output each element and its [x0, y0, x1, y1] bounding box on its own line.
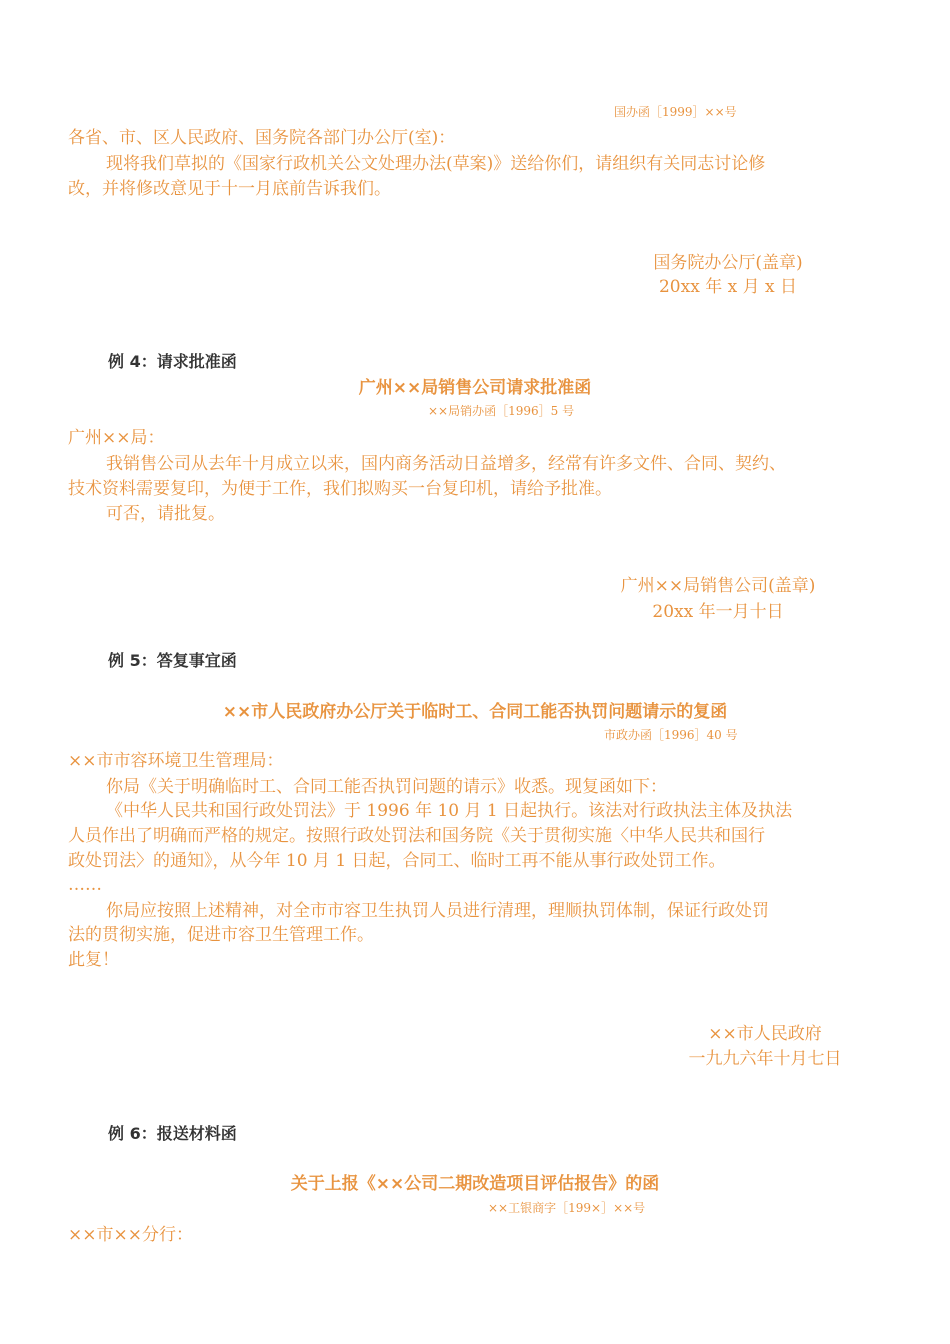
- letter-title: 广州××局销售公司请求批准函: [358, 378, 592, 398]
- signature-org: 国务院办公厅(盖章): [653, 253, 803, 273]
- letter-title: ××市人民政府办公厅关于临时工、合同工能否执罚问题请示的复函: [222, 702, 728, 722]
- recipient-line: 各省、市、区人民政府、国务院各部门办公厅(室)：: [68, 128, 456, 148]
- body-line: 人员作出了明确而严格的规定。按照行政处罚法和国务院《关于贯彻实施〈中华人民共和国行: [68, 826, 765, 846]
- body-line: 你局《关于明确临时工、合同工能否执罚问题的请示》收悉。现复函如下：: [106, 777, 667, 797]
- closing-line: 此复！: [68, 950, 119, 970]
- example-label: 例 6：报送材料函: [108, 1124, 237, 1143]
- body-line: 政处罚法〉的通知》，从今年 10 月 1 日起，合同工、临时工再不能从事行政处罚工作。: [68, 851, 726, 871]
- doc-number: ××局销办函［1996］5 号: [428, 404, 575, 418]
- signature-org: 广州××局销售公司(盖章): [620, 576, 816, 596]
- body-line: 我销售公司从去年十月成立以来，国内商务活动日益增多，经常有许多文件、合同、契约、: [106, 454, 786, 474]
- letter-title: 关于上报《××公司二期改造项目评估报告》的函: [290, 1174, 660, 1194]
- recipient-line: 广州××局：: [68, 428, 165, 448]
- body-line: 法的贯彻实施，促进市容卫生管理工作。: [68, 925, 374, 945]
- signature-date: 一九九六年十月七日: [688, 1049, 842, 1069]
- body-line: 改，并将修改意见于十一月底前告诉我们。: [68, 179, 391, 199]
- example-label: 例 4：请求批准函: [108, 352, 237, 371]
- recipient-line: ××市市容环境卫生管理局：: [68, 751, 284, 771]
- signature-date: 20xx 年 x 月 x 日: [658, 277, 797, 297]
- body-line: 《中华人民共和国行政处罚法》于 1996 年 10 月 1 日起执行。该法对行政执法主体及执法: [106, 801, 793, 821]
- recipient-line: ××市××分行：: [68, 1225, 193, 1245]
- body-line: 可否，请批复。: [106, 504, 225, 524]
- signature-date: 20xx 年一月十日: [652, 602, 784, 622]
- ellipsis-line: ……: [68, 875, 102, 895]
- signature-org: ××市人民政府: [708, 1024, 822, 1044]
- doc-number: 市政办函［1996］40 号: [604, 728, 738, 742]
- example-label: 例 5：答复事宜函: [108, 651, 237, 670]
- doc-number: 国办函［1999］××号: [614, 105, 737, 119]
- body-line: 技术资料需要复印，为便于工作，我们拟购买一台复印机，请给予批准。: [68, 479, 612, 499]
- doc-number: ××工银商字［199×］××号: [488, 1201, 646, 1215]
- body-line: 你局应按照上述精神，对全市市容卫生执罚人员进行清理，理顺执罚体制，保证行政处罚: [106, 901, 769, 921]
- body-line: 现将我们草拟的《国家行政机关公文处理办法(草案)》送给你们，请组织有关同志讨论修: [106, 154, 766, 174]
